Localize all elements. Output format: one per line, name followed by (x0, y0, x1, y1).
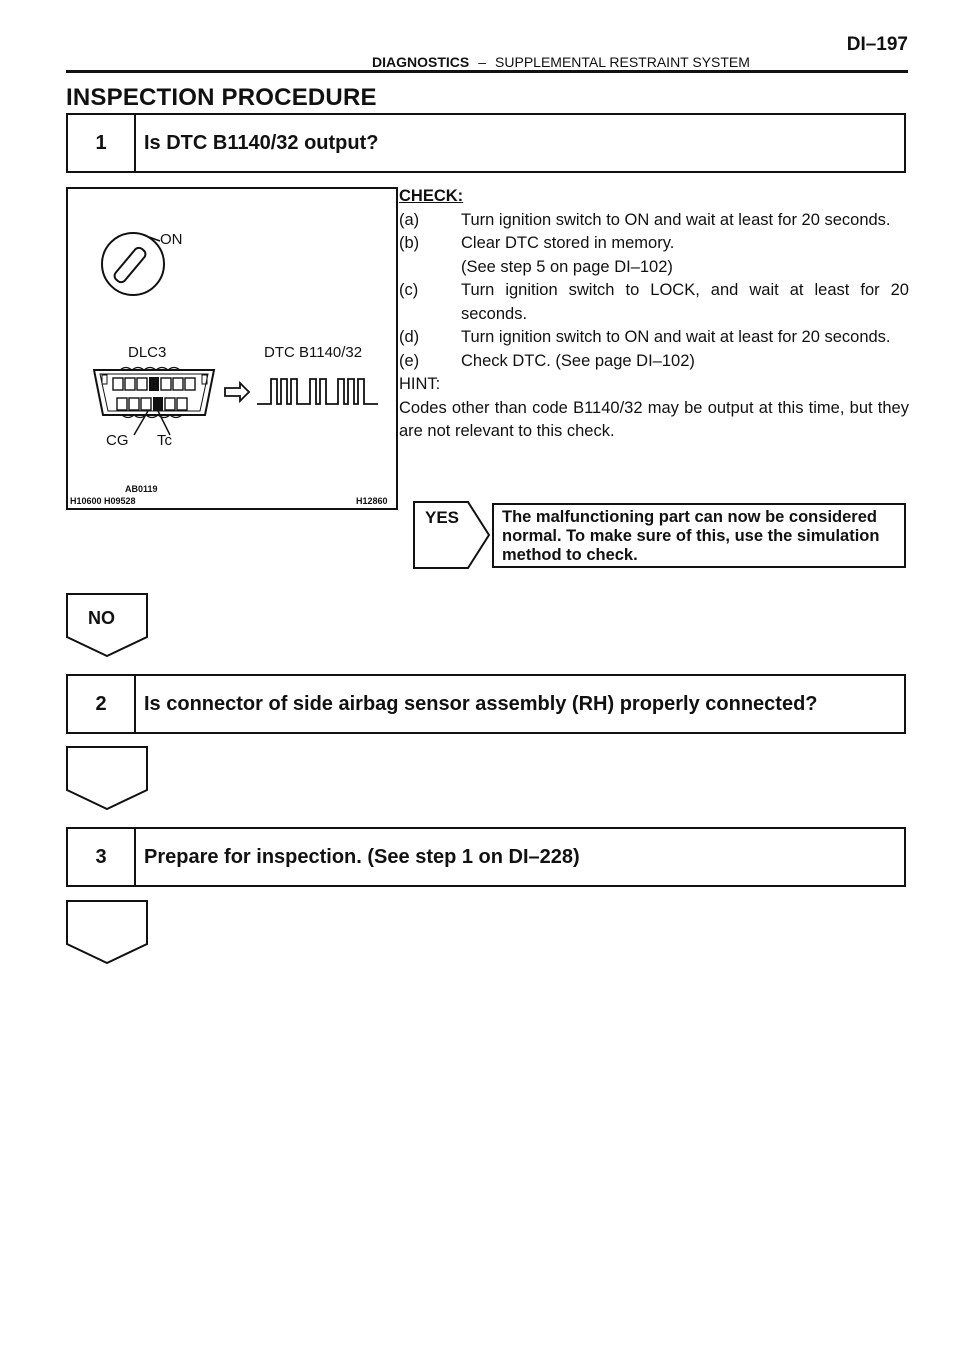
check-item-label: (d) (399, 328, 420, 346)
section-title: DIAGNOSTICS (372, 54, 470, 70)
step-3-box (66, 827, 906, 887)
switch-on-label: ON (160, 231, 183, 248)
check-item-e (399, 350, 909, 374)
header-rule (66, 70, 908, 73)
figure-code-b: H10600 H09528 (70, 496, 136, 506)
dtc-code-label: DTC B1140/32 (264, 344, 363, 361)
dtc-waveform-icon (257, 379, 378, 404)
check-item-c (399, 279, 909, 326)
dlc3-label: DLC3 (128, 344, 167, 361)
check-item-b (399, 232, 909, 279)
diagnostic-figure (66, 187, 398, 510)
yes-label: YES (425, 508, 460, 527)
step-2-text: Is connector of side airbag sensor assembly (RH) properly connected? (144, 692, 818, 715)
step-2-number: 2 (68, 676, 136, 732)
check-section (399, 185, 909, 444)
check-title: CHECK: (399, 187, 464, 205)
check-item-a (399, 209, 909, 233)
check-item-label: (a) (399, 210, 420, 229)
dlc3-connector-icon (94, 368, 214, 436)
check-item-d (399, 326, 909, 350)
check-item-label: (b) (399, 234, 420, 252)
step-1-number: 1 (68, 115, 136, 171)
figure-code-a: AB0119 (125, 484, 158, 494)
check-item-text: Check DTC. (See page DI–102) (461, 351, 695, 370)
yes-result-box: The malfunctioning part can now be considered normal. To make sure of this, use the simulation method to check. (492, 503, 906, 568)
step-2-box (66, 674, 906, 734)
pin-tc-label: Tc (157, 432, 172, 449)
ignition-switch-icon (102, 233, 164, 295)
hint-label: HINT: (399, 375, 441, 393)
no-label: NO (88, 608, 115, 628)
header-separator: – (478, 54, 487, 70)
step-3-branch-tab (66, 900, 148, 964)
check-item-label: (e) (399, 351, 420, 370)
check-item-label: (c) (399, 281, 419, 299)
page-number: DI–197 (846, 34, 908, 55)
check-item-text: Turn ignition switch to ON and wait at least for 20 seconds. (461, 328, 891, 346)
running-header (372, 54, 750, 70)
pin-cg-label: CG (106, 432, 129, 449)
step-3-number: 3 (68, 829, 136, 885)
figure-code-c: H12860 (356, 496, 388, 506)
arrow-right-icon (225, 383, 249, 401)
check-item-text: Turn ignition switch to LOCK, and wait at least for 20 seconds. (461, 281, 909, 323)
subsection-title: SUPPLEMENTAL RESTRAINT SYSTEM (495, 54, 750, 70)
page-title: INSPECTION PROCEDURE (66, 84, 377, 111)
step-2-branch-tab (66, 746, 148, 810)
step-1-text: Is DTC B1140/32 output? (144, 131, 379, 154)
check-item-text: Turn ignition switch to ON and wait at least for 20 seconds. (461, 210, 891, 229)
step-1-box (66, 113, 906, 173)
hint-text: Codes other than code B1140/32 may be output at this time, but they are not relevant to this check. (399, 398, 909, 440)
check-item-text: Clear DTC stored in memory. (461, 234, 675, 252)
check-item-subtext: (See step 5 on page DI–102) (461, 257, 673, 276)
step-3-text: Prepare for inspection. (See step 1 on DI–228) (144, 845, 580, 868)
